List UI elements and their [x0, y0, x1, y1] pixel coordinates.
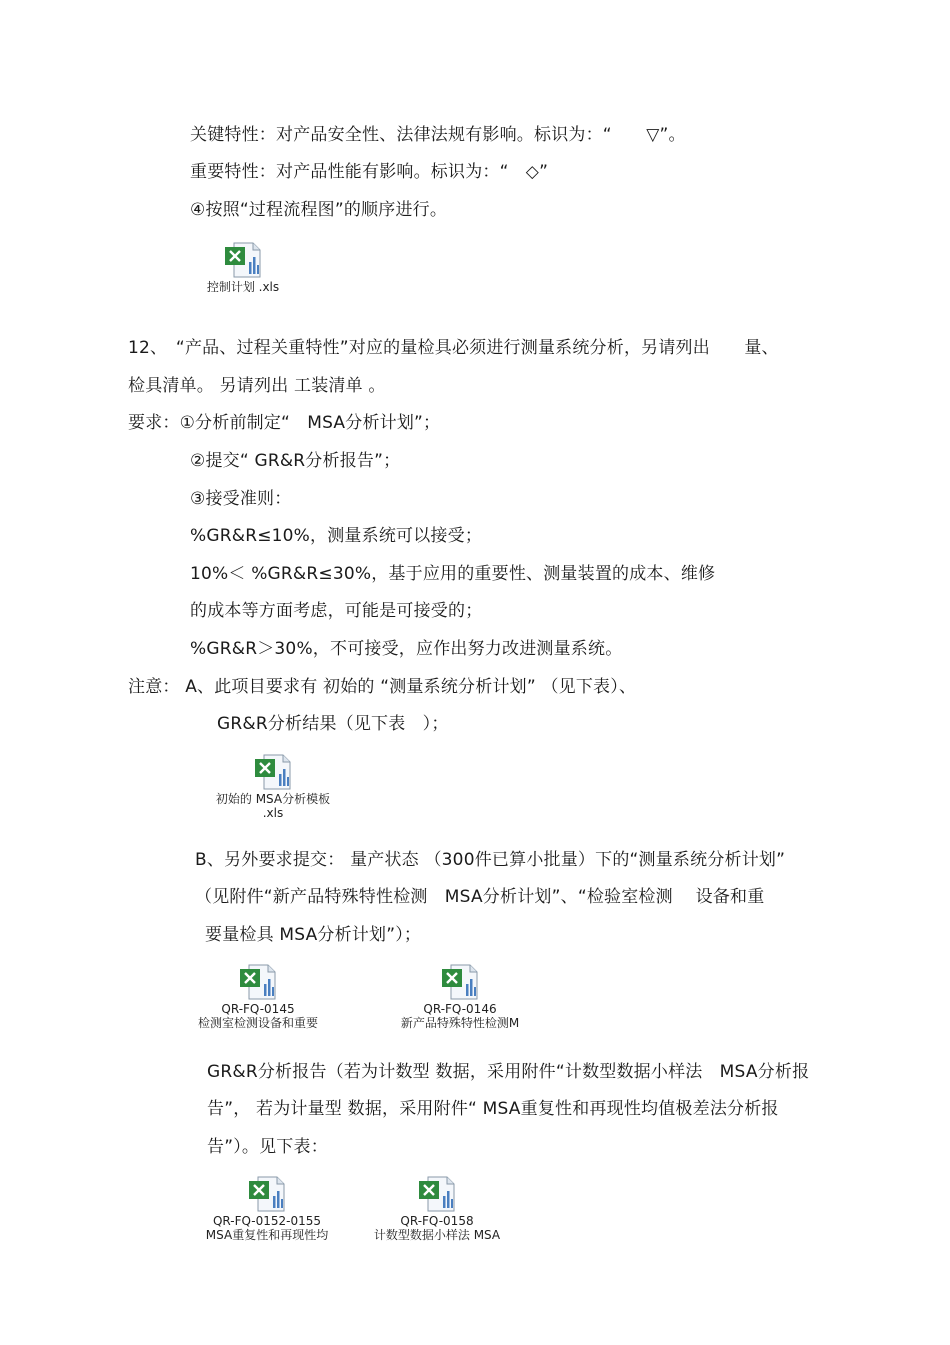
grr-report-line: GR&R分析报告（若为计数型 数据，采用附件“计数型数据小样法 MSA分析报 [207, 1062, 810, 1082]
excel-file-icon [239, 964, 277, 1000]
attachment-label-desc: 检测室检测设备和重要 [197, 1016, 318, 1030]
excel-file-icon [254, 754, 292, 790]
criteria-1-line: %GR&R≤10%，测量系统可以接受； [190, 526, 483, 546]
key-characteristic-line: 关键特性：对产品安全性、法律法规有影响。标识为：“ ▽”。 [190, 125, 686, 145]
attachment-label: QR-FQ-0152-0155 [212, 1214, 322, 1228]
attachment-label-desc: 新产品特殊特性检测M [400, 1016, 520, 1030]
criteria-2-line: 10%＜ %GR&R≤30%，基于应用的重要性、测量装置的成本、维修 [190, 564, 716, 584]
note-b-cont1-line: （见附件“新产品特殊特性检测 MSA分析计划”、“检验室检测 设备和重 [195, 887, 765, 907]
item-12-line: 12、 “产品、过程关重特性”对应的量检具必须进行测量系统分析，另请列出 量、 [128, 338, 779, 358]
attachment-label: QR-FQ-0146 [423, 1002, 497, 1016]
requirement-2-line: ②提交“ GR&R分析报告”； [190, 451, 401, 471]
grr-report-cont2-line: 告”）。见下表： [207, 1137, 328, 1157]
attachment-label: QR-FQ-0158 [400, 1214, 474, 1228]
grr-report-cont1-line: 告”， 若为计量型 数据，采用附件“ MSA重复性和再现性均值极差法分析报 [207, 1099, 779, 1119]
attachment-qr-fq-0158[interactable] [367, 1176, 507, 1242]
attachment-label: 控制计划 .xls [206, 280, 280, 294]
attachment-qr-fq-0146[interactable] [390, 964, 530, 1030]
important-characteristic-line: 重要特性：对产品性能有影响。标识为：“ ◇” [190, 162, 549, 182]
attachment-label: 初始的 MSA分析模板 [215, 792, 331, 806]
excel-file-icon [441, 964, 479, 1000]
excel-file-icon [418, 1176, 456, 1212]
attachment-label-desc: 计数型数据小样法 MSA [373, 1228, 501, 1242]
gauge-list-line: 检具清单。 另请列出 工装清单 。 [128, 376, 386, 396]
requirement-3-line: ③接受准则： [190, 489, 292, 509]
attachment-qr-fq-0152-0155[interactable] [197, 1176, 337, 1242]
attachment-label-ext: .xls [262, 806, 284, 820]
excel-file-icon [248, 1176, 286, 1212]
note-b-line: B、另外要求提交： 量产状态 （300件已算小批量）下的“测量系统分析计划” [195, 850, 786, 870]
note-a-cont-line: GR&R分析结果（见下表 ）； [217, 714, 449, 734]
note-b-cont2-line: 要量检具 MSA分析计划”）； [205, 925, 422, 945]
attachment-qr-fq-0145[interactable] [188, 964, 328, 1030]
process-flow-line: ④按照“过程流程图”的顺序进行。 [190, 200, 448, 220]
attachment-label: QR-FQ-0145 [221, 1002, 295, 1016]
criteria-3-line: %GR&R＞30%，不可接受，应作出努力改进测量系统。 [190, 639, 623, 659]
note-a-line: 注意： A、此项目要求有 初始的 “测量系统分析计划” （见下表）、 [128, 677, 637, 697]
attachment-label-desc: MSA重复性和再现性均 [205, 1228, 329, 1242]
attachment-control-plan[interactable] [173, 242, 313, 294]
requirement-1-line: 要求：①分析前制定“ MSA分析计划”； [128, 413, 441, 433]
criteria-2-cont-line: 的成本等方面考虑，可能是可接受的； [190, 601, 483, 621]
attachment-initial-msa-template[interactable] [203, 754, 343, 820]
excel-file-icon [224, 242, 262, 278]
